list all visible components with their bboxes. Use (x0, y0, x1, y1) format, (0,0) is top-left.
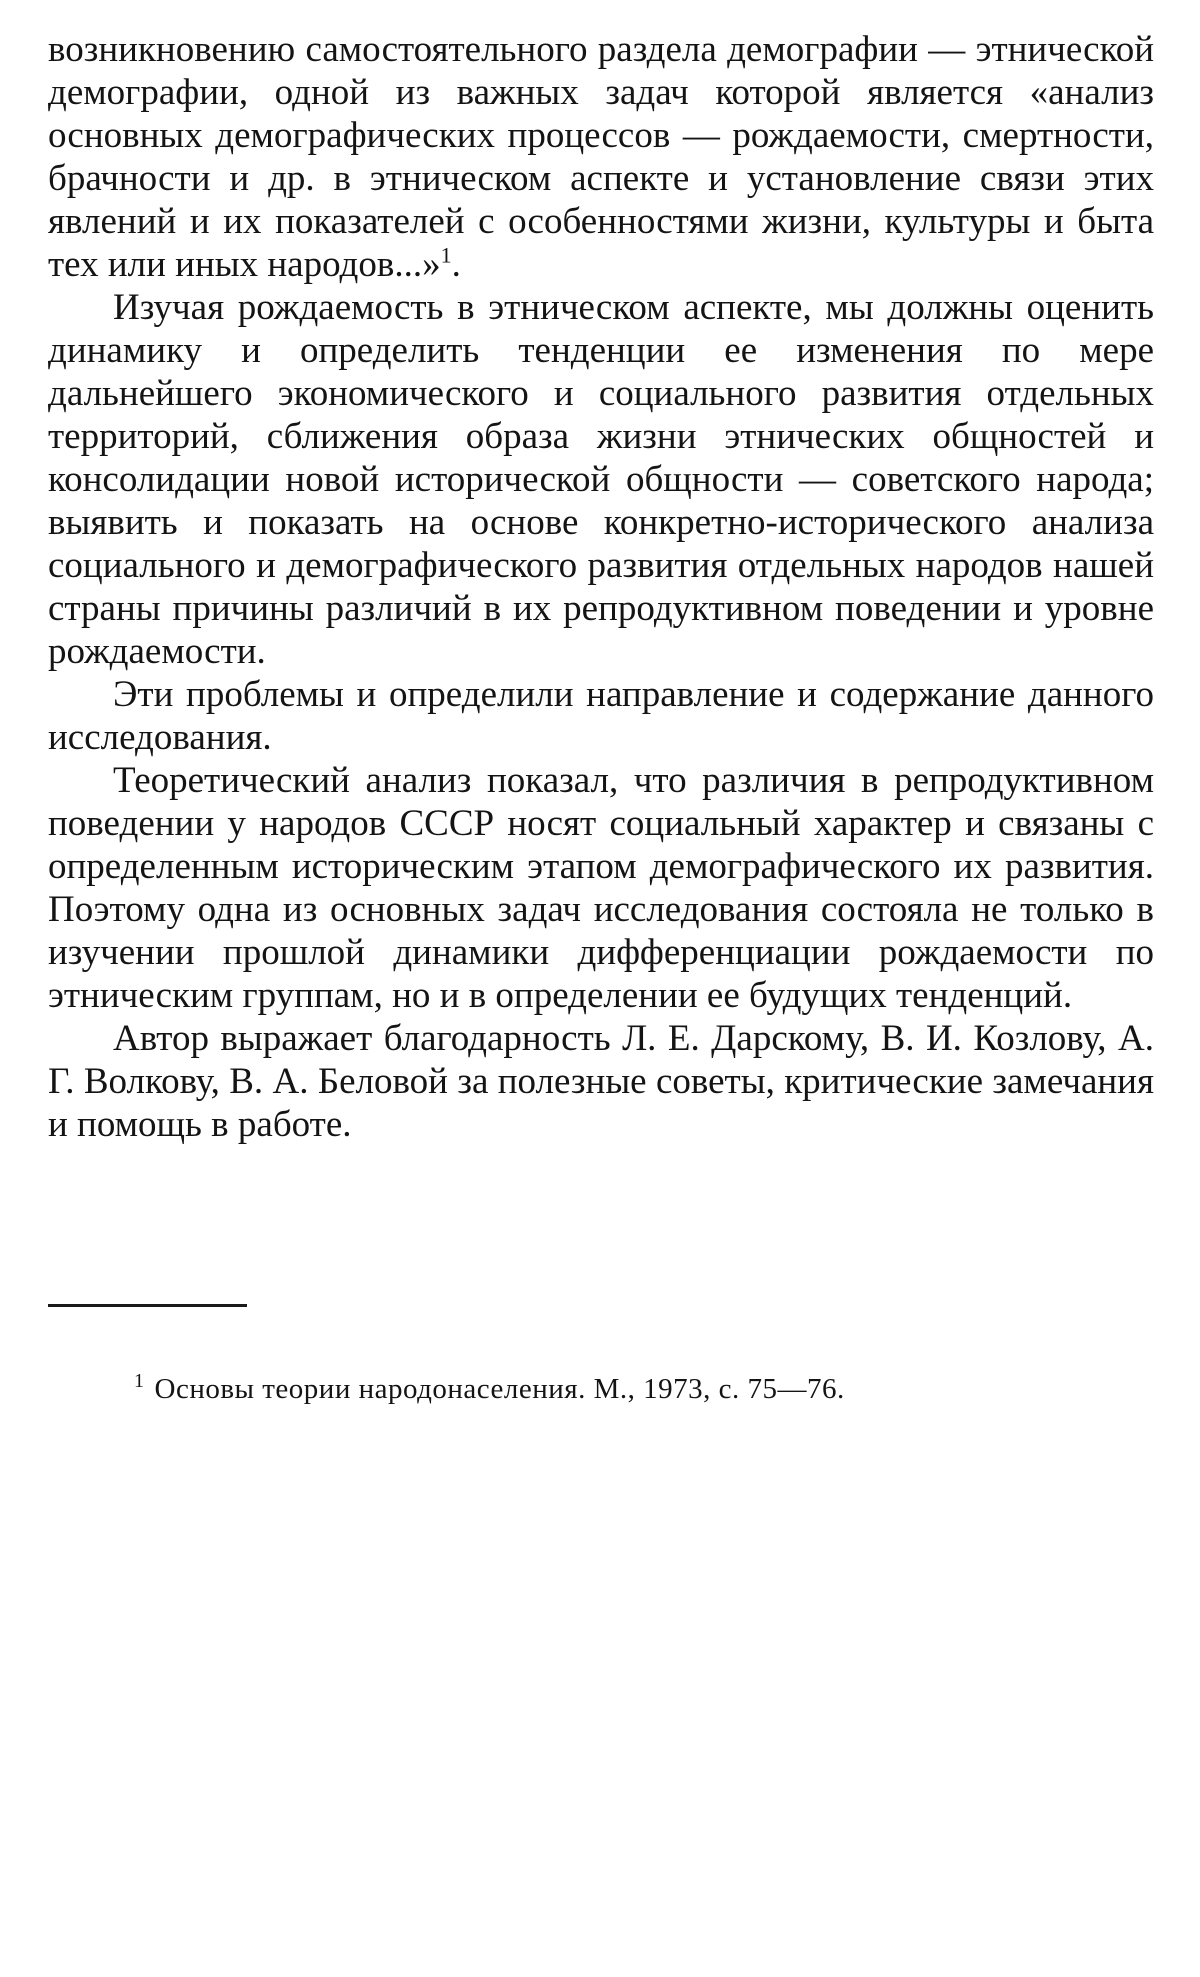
paragraph-continued-quote: возникновению самостоятельного раздела демографии — этнической демографии, одной из важных задач которой является «анализ основных демографических процессов — рождаемости, смертности, брачности и др. в этническом аспекте и установление связи этих явлений и их показателей с особенностями жизни, культуры и быта тех или иных народов...»$^1$. (48, 29, 1154, 285)
paragraph-text: Изучая рождаемость в этническом аспекте, мы должны оценить динамику и определить тенденции ее изменения по мере дальнейшего экономического и социального развития отдельных территорий, сближения образа жизни этнических общностей и консолидации новой исторической общности — советского народа; выявить и показать на основе конкретно-исторического анализа социального и демографического развития отдельных народов нашей страны причины различий в их репродуктивном поведении и уровне рождаемости. (48, 287, 1154, 672)
footnote (134, 1371, 1134, 1407)
paragraph-text: возникновению самостоятельного раздела демографии — этнической демографии, одной из важных задач которой является «анализ основных демографических процессов — рождаемости, смертности, брачности и др. в этническом аспекте и установление связи этих явлений и их показателей с особенностями жизни, культуры и быта тех или иных народов...» (48, 29, 1154, 285)
body-text (48, 28, 1154, 1146)
footnote-text: Основы теории народонаселения. М., 1973, с. 75—76. (154, 1373, 845, 1405)
paragraph-text: Эти проблемы и определили направление и содержание данного исследования. (48, 674, 1154, 758)
paragraph-acknowledgements (48, 1017, 1154, 1146)
paragraph-text: Теоретический анализ показал, что различия в репродуктивном поведении у народов СССР носят социальный характер и связаны с определенным историческим этапом демографического их развития. Поэтому одна из основных задач исследования состояла не только в изучении прошлой динамики дифференциации рождаемости по этническим группам, но и в определении ее будущих тенденций. (48, 760, 1154, 1016)
paragraph-text: Автор выражает благодарность Л. Е. Дарскому, В. И. Козлову, А. Г. Волкову, В. А. Беловой за полезные советы, критические замечания и помощь в работе. (48, 1018, 1154, 1145)
footnote-separator-rule (48, 1304, 247, 1307)
paragraph-theoretical-analysis (48, 759, 1154, 1017)
paragraph-fertility-study (48, 286, 1154, 673)
paragraph-research-direction (48, 673, 1154, 759)
footnote-reference: 1 (440, 242, 452, 268)
footnote-mark: 1 (134, 1370, 145, 1393)
